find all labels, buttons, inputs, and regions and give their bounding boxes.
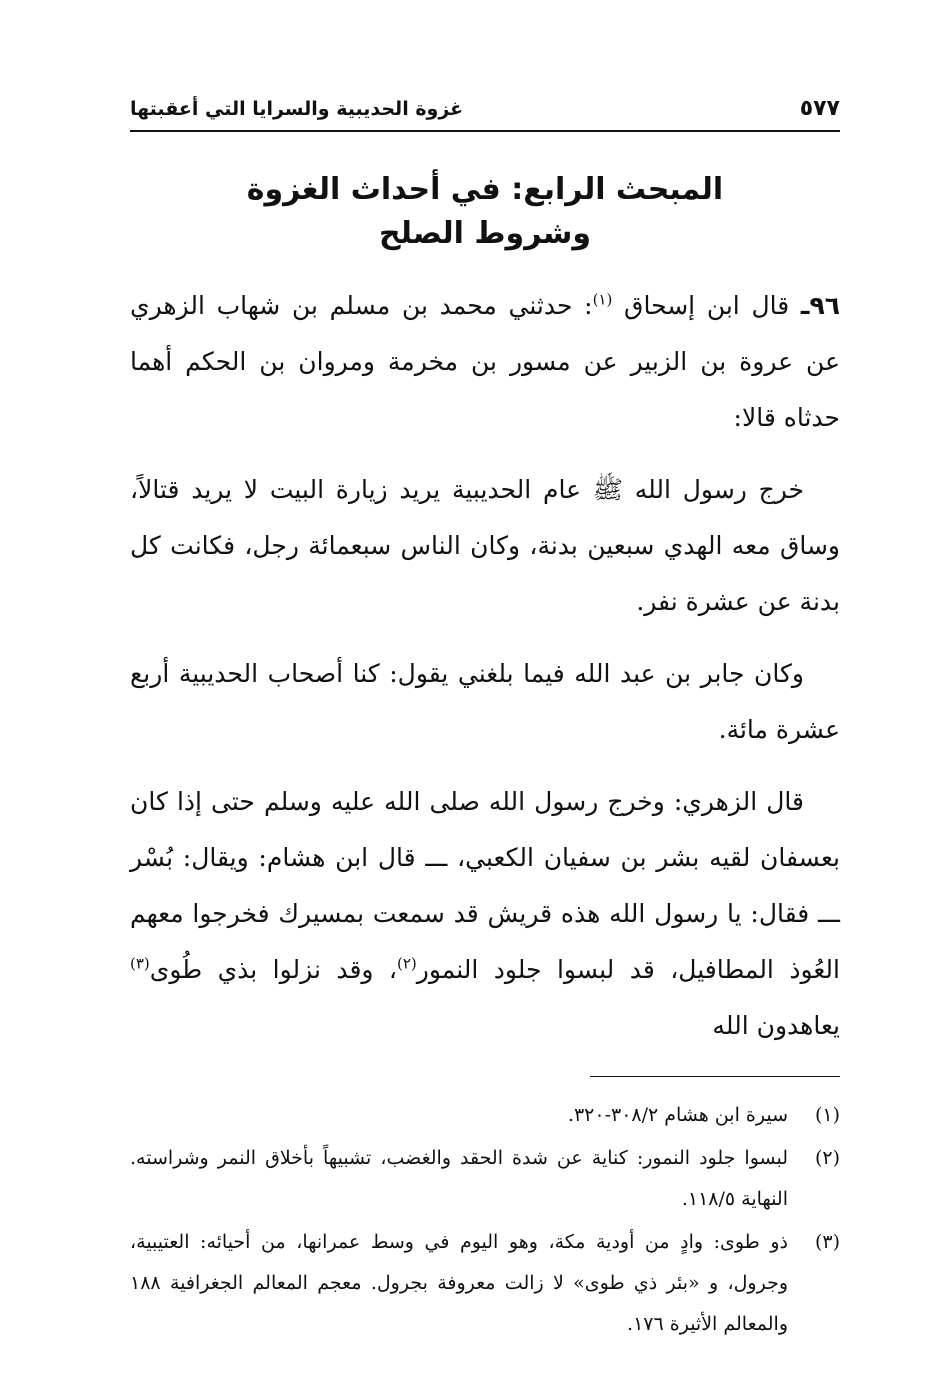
footnotes [130, 1095, 840, 1345]
footnote-marker: (٣) [814, 1231, 840, 1253]
footnote-1 [130, 1095, 840, 1136]
footnote-marker: (١) [814, 1104, 840, 1126]
paragraph-departure: خرج رسول الله ﷺ عام الحديبية يريد زيارة البيت لا يريد قتالاً، وساق معه الهدي سبعين بدنة، وكان الناس سبعمائة رجل، فكانت كل بدنة عن عشرة نفر. [130, 475, 840, 616]
hadith-number: ٩٦ـ [800, 291, 840, 320]
footnote-ref-1: (١) [592, 290, 613, 309]
section-heading: المبحث الرابع: في أحداث الغزوة وشروط الصلح [246, 172, 724, 251]
paragraph-zuhri-text-c: يعاهدون الله [712, 1011, 840, 1040]
hadith-chain: : حدثني محمد بن مسلم بن شهاب الزهري عن عروة بن الزبير عن مسور بن مخرمة ومروان بن الحكم أهما حدثاه قالا: [130, 291, 840, 432]
book-page [130, 96, 840, 1347]
footnote-text: لبسوا جلود النمور: كناية عن شدة الحقد والغضب، تشبيهاً بأخلاق النمر وشراسته. النهاية ١١٨/٥. [130, 1147, 788, 1210]
running-title: غزوة الحديبية والسرايا التي أعقبتها [130, 98, 464, 120]
paragraph-zuhri [130, 774, 840, 1054]
paragraph-zuhri-text-a: قال الزهري: وخرج رسول الله صلى الله عليه وسلم حتى إذا كان بعسفان لقيه بشر بن سفيان الكعبي، ـــ قال ابن هشام: ويقال: بُسْر ـــ فقال: يا رسول الله هذه قريش قد سمعت بمسيرك فخرجوا معهم العُوذ المطافيل، قد لبسوا جلود النمور [130, 787, 840, 984]
footnote-3 [130, 1222, 840, 1345]
footnote-ref-3: (٣) [130, 954, 150, 973]
footnote-text: ذو طوى: وادٍ من أودية مكة، وهو اليوم في وسط عمرانها، من أحيائه: العتيبية، وجرول، و «بئر ذي طوى» لا زالت معروفة بجرول. معجم المعالم الجغرافية ١٨٨ والمعالم الأثيرة ١٧٦. [130, 1231, 788, 1335]
footnote-marker: (٢) [814, 1147, 840, 1169]
footnote-2 [130, 1138, 840, 1220]
paragraph-jabir: وكان جابر بن عبد الله فيما بلغني يقول: كنا أصحاب الحديبية أربع عشرة مائة. [130, 659, 840, 744]
paragraph-zuhri-text-b: ، وقد نزلوا بذي طُوى [149, 955, 397, 984]
hadith-paragraph [130, 278, 840, 446]
footnote-separator [590, 1076, 840, 1077]
hadith-opening: قال ابن إسحاق [612, 291, 801, 320]
footnote-ref-2: (٢) [397, 954, 417, 973]
running-header [130, 96, 840, 132]
body-text [130, 278, 840, 1054]
footnote-text: سيرة ابن هشام ٣٠٨/٢-٣٢٠. [567, 1104, 788, 1126]
page-number: ٥٧٧ [799, 96, 840, 121]
